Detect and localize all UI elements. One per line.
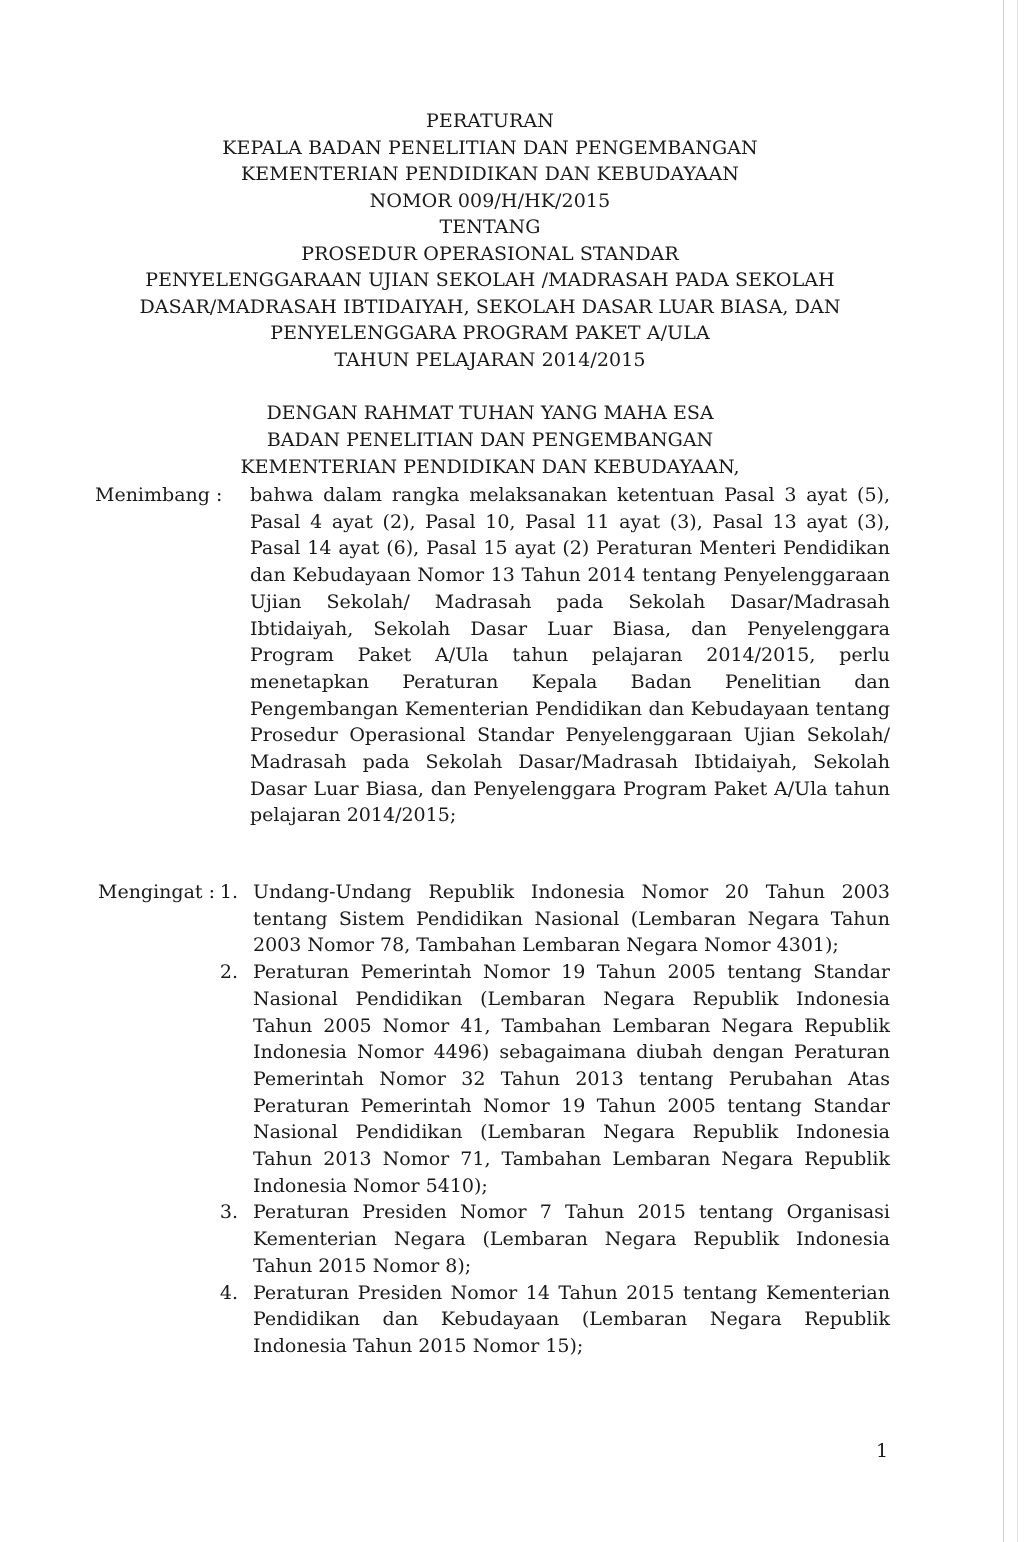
preamble-line: KEMENTERIAN PENDIDIKAN DAN KEBUDAYAAN, xyxy=(240,456,740,478)
menimbang-label: Menimbang : xyxy=(95,484,223,506)
list-item xyxy=(208,1199,890,1279)
list-item-text: Peraturan Presiden Nomor 7 Tahun 2015 tentang Organisasi Kementerian Negara (Lembaran Negara Republik Indonesia Tahun 2015 Nomor 8); xyxy=(253,1201,890,1277)
menimbang-section xyxy=(90,482,890,862)
mengingat-label: Mengingat : xyxy=(98,881,215,903)
title-line: TENTANG xyxy=(439,216,541,238)
title-line: KEMENTERIAN PENDIDIKAN DAN KEBUDAYAAN xyxy=(241,163,739,185)
document-title-block xyxy=(100,108,880,373)
title-line: TAHUN PELAJARAN 2014/2015 xyxy=(334,348,646,371)
preamble-block xyxy=(160,400,820,481)
mengingat-section xyxy=(90,879,890,1379)
preamble-line: DENGAN RAHMAT TUHAN YANG MAHA ESA xyxy=(266,402,714,424)
title-line: PROSEDUR OPERASIONAL STANDAR xyxy=(301,242,679,265)
title-line: KEPALA BADAN PENELITIAN DAN PENGEMBANGAN xyxy=(222,136,758,159)
list-item-text: Undang-Undang Republik Indonesia Nomor 20 Tahun 2003 tentang Sistem Pendidikan Nasional (Lembaran Negara Tahun 2003 Nomor 78, Tambahan Lembaran Negara Nomor 4301); xyxy=(253,881,890,957)
mengingat-list xyxy=(208,879,890,1360)
title-line: PENYELENGGARAAN UJIAN SEKOLAH /MADRASAH PADA SEKOLAH xyxy=(145,269,835,291)
preamble-line: BADAN PENELITIAN DAN PENGEMBANGAN xyxy=(266,429,714,451)
scan-edge-line xyxy=(1003,0,1004,1542)
list-item-number: 4. xyxy=(219,1281,238,1304)
list-item-number: 3. xyxy=(219,1201,238,1224)
menimbang-text: bahwa dalam rangka melaksanakan ketentuan Pasal 3 ayat (5), Pasal 4 ayat (2), Pasal 10, Pasal 11 ayat (3), Pasal 13 ayat (3), Pasal 14 ayat (6), Pasal 15 ayat (2) Peraturan Menteri Pendidikan dan Kebudayaan Nomor 13 Tahun 2014 tentang Penyelenggaraan Ujian Sekolah/ Madrasah pada Sekolah Dasar/Madrasah Ibtidaiyah, Sekolah Dasar Luar Biasa, dan Penyelenggara Program Paket A/Ula tahun pelajaran 2014/2015, perlu menetapkan Peraturan Kepala Badan Penelitian dan Pengembangan Kementerian Pendidikan dan Kebudayaan tentang Prosedur Operasional Standar Penyelenggaraan Ujian Sekolah/ Madrasah pada Sekolah Dasar/Madrasah Ibtidaiyah, Sekolah Dasar Luar Biasa, dan Penyelenggara Program Paket A/Ula tahun pelajaran 2014/2015; xyxy=(250,484,890,827)
list-item-text: Peraturan Presiden Nomor 14 Tahun 2015 tentang Kementerian Pendidikan dan Kebudayaan (Lembaran Negara Republik Indonesia Tahun 2015 Nomor 15); xyxy=(253,1281,890,1357)
list-item-number: 1. xyxy=(219,881,238,903)
title-line: NOMOR 009/H/HK/2015 xyxy=(369,189,611,212)
title-line: PERATURAN xyxy=(426,110,554,132)
list-item-number: 2. xyxy=(219,961,238,984)
list-item xyxy=(208,879,890,959)
page-number: 1 xyxy=(876,1440,889,1462)
title-line: DASAR/MADRASAH IBTIDAIYAH, SEKOLAH DASAR LUAR BIASA, DAN xyxy=(139,295,841,318)
title-line: PENYELENGGARA PROGRAM PAKET A/ULA xyxy=(270,322,710,344)
list-item xyxy=(208,959,890,1199)
scan-edge-line-outer xyxy=(1017,0,1018,1542)
list-item-text: Peraturan Pemerintah Nomor 19 Tahun 2005 tentang Standar Nasional Pendidikan (Lembaran Negara Republik Indonesia Tahun 2005 Nomor 41, Tambahan Lembaran Negara Republik Indonesia Nomor 4496) sebagaimana diubah dengan Peraturan Pemerintah Nomor 32 Tahun 2013 tentang Perubahan Atas Peraturan Pemerintah Nomor 19 Tahun 2005 tentang Standar Nasional Pendidikan (Lembaran Negara Republik Indonesia Tahun 2013 Nomor 71, Tambahan Lembaran Negara Republik Indonesia Nomor 5410); xyxy=(253,961,890,1197)
list-item xyxy=(208,1280,890,1360)
